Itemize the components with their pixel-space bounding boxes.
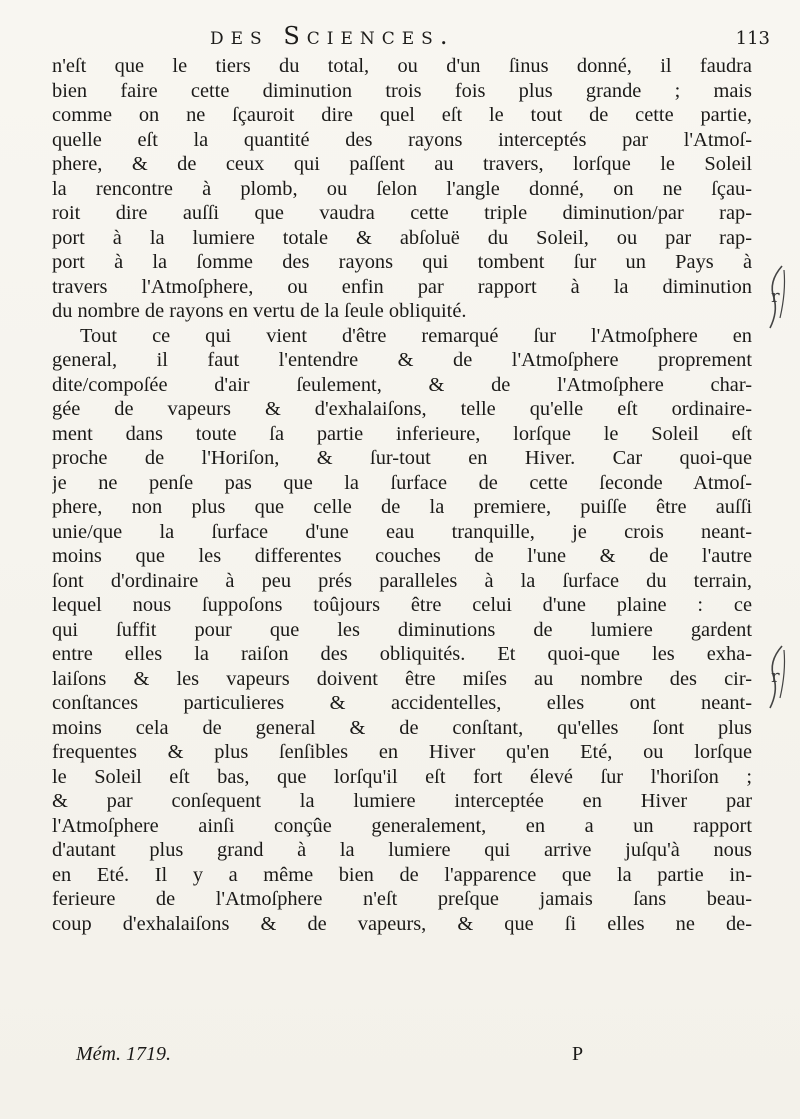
text-line: conſtances particulieres & accidentelles, elles ont neant-: [52, 692, 752, 714]
text-line: phere, & de ceux qui paſſent au travers, lorſque le Soleil: [52, 153, 752, 175]
margin-correction-note: [764, 642, 790, 712]
text-line: phere, non plus que celle de la premiere, puiſſe être auſſi: [52, 496, 752, 518]
text-line: entre elles la raiſon des obliquités. Et quoi-que les exha-: [52, 643, 752, 665]
text-line: comme on ne ſçauroit dire quel eſt le tout de cette partie,: [52, 104, 752, 126]
text-line: bien faire cette diminution trois fois plus grande ; mais: [52, 79, 752, 102]
text-line: roit dire auſſi que vaudra cette triple diminution/par rap-: [52, 202, 752, 224]
text-line: frequentes & plus ſenſibles en Hiver qu'en Eté, ou lorſque: [52, 741, 752, 763]
text-line: & par conſequent la lumiere interceptée en Hiver par: [52, 790, 752, 812]
margin-note-text: r: [771, 666, 780, 687]
text-line: moins cela de general & de conſtant, qu'elles ſont plus: [52, 716, 752, 739]
text-line: ferieure de l'Atmoſphere n'eſt preſque jamais ſans beau-: [52, 888, 752, 910]
text-line: moins que les differentes couches de l'une & de l'autre: [52, 545, 752, 567]
page-footer: [52, 1043, 672, 1071]
text-line: unie/que la ſurface d'une eau tranquille, je crois neant-: [52, 520, 752, 543]
text-line: quelle eſt la quantité des rayons interceptés par l'Atmoſ-: [52, 128, 752, 151]
text-line: port à la lumiere totale & abſoluë du Soleil, ou par rap-: [52, 226, 752, 249]
text-line: n'eſt que le tiers du total, ou d'un ſinus donné, il faudra: [52, 55, 752, 77]
signature-mark: Mém. 1719.: [76, 1043, 171, 1065]
text-line: port à la ſomme des rayons qui tombent ſur un Pays à: [52, 251, 752, 273]
running-head: des Sciences.: [210, 22, 455, 50]
text-line: laiſons & les vapeurs doivent être miſes au nombre des cir-: [52, 667, 752, 690]
text-line: ſont d'ordinaire à peu prés paralleles à la ſurface du terrain,: [52, 569, 752, 592]
page-number: 113: [735, 28, 770, 49]
text-line: du nombre de rayons en vertu de la ſeule obliquité.: [52, 300, 467, 322]
text-line: le Soleil eſt bas, que lorſqu'il eſt fort élevé ſur l'horiſon ;: [52, 765, 752, 788]
text-line: je ne penſe pas que la ſurface de cette ſeconde Atmoſ-: [52, 471, 752, 494]
margin-correction-note: [764, 262, 790, 332]
body-text: [52, 54, 752, 936]
text-line: ment dans toute ſa partie inferieure, lorſque le Soleil eſt: [52, 422, 752, 445]
text-line: qui ſuffit pour que les diminutions de lumiere gardent: [52, 618, 752, 641]
text-line: travers l'Atmoſphere, ou enfin par rapport à la diminution: [52, 275, 752, 298]
text-line: la rencontre à plomb, ou ſelon l'angle donné, on ne ſçau-: [52, 177, 752, 200]
paragraph-start-line: Tout ce qui vient d'être remarqué ſur l'Atmoſphere en: [80, 324, 752, 347]
text-line: d'autant plus grand à la lumiere qui arrive juſqu'à nous: [52, 839, 752, 861]
text-line: en Eté. Il y a même bien de l'apparence que la partie in-: [52, 863, 752, 886]
gathering-signature: P: [572, 1043, 584, 1065]
text-line: proche de l'Horiſon, & ſur-tout en Hiver. Car quoi-que: [52, 447, 752, 469]
text-line: lequel nous ſuppoſons toûjours être celui d'une plaine : ce: [52, 594, 752, 616]
text-line: gée de vapeurs & d'exhalaiſons, telle qu'elle eſt ordinaire-: [52, 398, 752, 420]
text-line: general, il faut l'entendre & de l'Atmoſphere proprement: [52, 349, 752, 371]
text-line: dite/compoſée d'air ſeulement, & de l'Atmoſphere char-: [52, 373, 752, 396]
page-header: [210, 22, 770, 56]
margin-note-text: r: [771, 286, 780, 307]
text-line: coup d'exhalaiſons & de vapeurs, & que ſi elles ne de-: [52, 912, 752, 935]
text-line: l'Atmoſphere ainſi conçûe generalement, en a un rapport: [52, 814, 752, 837]
